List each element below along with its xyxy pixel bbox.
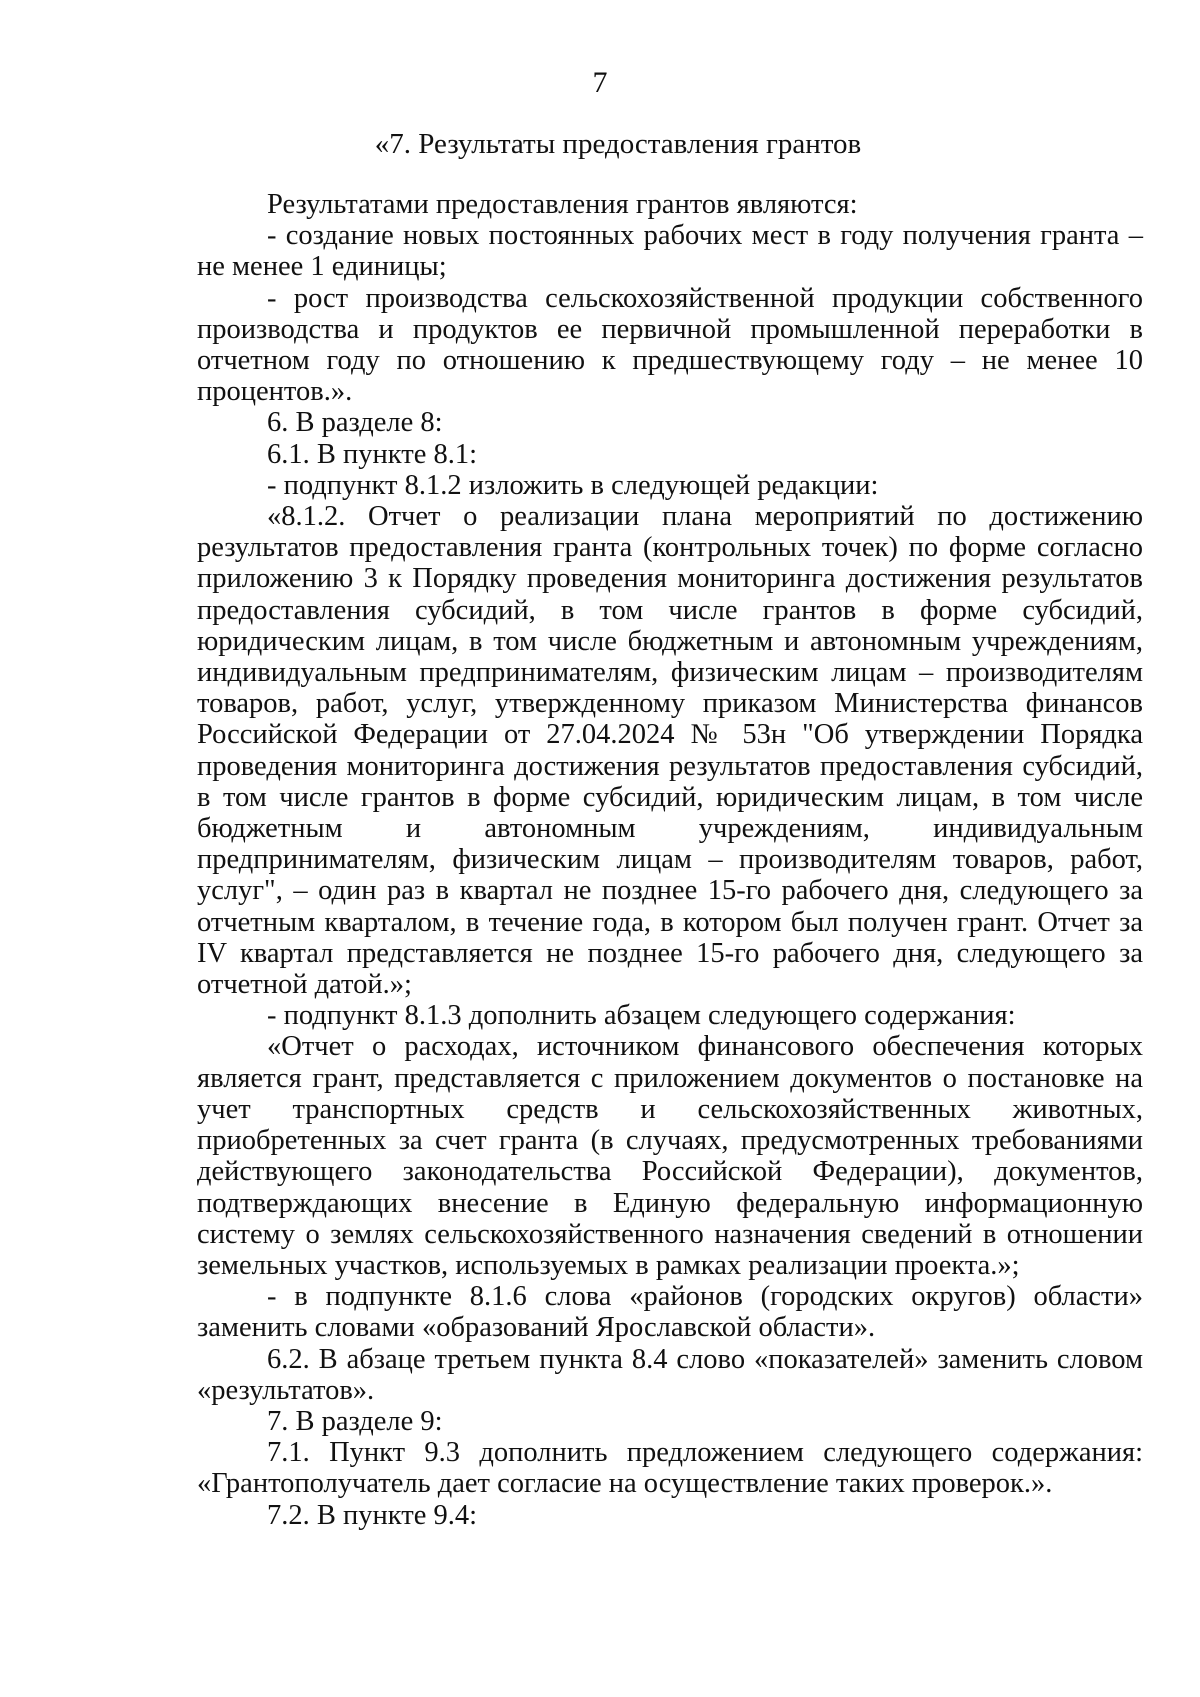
paragraph: - подпункт 8.1.2 изложить в следующей редакции:	[267, 469, 879, 501]
section-title: «7. Результаты предоставления грантов	[374, 128, 862, 160]
paragraph: «Отчет о расходах, источником финансового обеспечения которых является грант, представляется с приложением документов о постановке на учет транспортных средств и сельскохозяйственных животных, приобретенных за счет гранта (в случаях, предусмотренных требованиями действующего законодательства Российской Федерации), документов, подтверждающих внесение в Единую федеральную информационную систему о землях сельскохозяйственного назначения сведений в отношении земельных участков, используемых в рамках реализации проекта.»;	[197, 1031, 1143, 1281]
paragraph: - в подпункте 8.1.6 слова «районов (городских округов) области» заменить словами «образований Ярославской области».	[197, 1281, 1143, 1344]
page-number: 7	[592, 66, 608, 99]
paragraph: 6. В разделе 8:	[267, 407, 443, 439]
paragraph: - создание новых постоянных рабочих мест в году получения гранта – не менее 1 единицы;	[197, 220, 1143, 283]
paragraph: 6.2. В абзаце третьем пункта 8.4 слово «показателей» заменить словом «результатов».	[197, 1343, 1143, 1406]
paragraph: - рост производства сельскохозяйственной продукции собственного производства и продуктов ее первичной промышленной переработки в отчетном году по отношению к предшествующему году – не менее 10 процентов.».	[197, 282, 1143, 408]
paragraph: 7. В разделе 9:	[267, 1405, 443, 1437]
paragraph: Результатами предоставления грантов являются:	[267, 189, 858, 220]
paragraph: 7.2. В пункте 9.4:	[267, 1499, 478, 1531]
document-body	[197, 189, 1143, 1531]
paragraph: 7.1. Пункт 9.3 дополнить предложением следующего содержания: «Грантополучатель дает согласие на осуществление таких проверок.».	[197, 1437, 1143, 1500]
paragraph: 6.1. В пункте 8.1:	[267, 438, 478, 470]
paragraph: «8.1.2. Отчет о реализации плана мероприятий по достижению результатов предоставления гранта (контрольных точек) по форме согласно приложению 3 к Порядку проведения мониторинга достижения результатов предоставления субсидий, в том числе грантов в форме субсидий, юридическим лицам, в том числе бюджетным и автономным учреждениям, индивидуальным предпринимателям, физическим лицам – производителям товаров, работ, услуг, утвержденному приказом Министерства финансов Российской Федерации от 27.04.2024 № 53н "Об утверждении Порядка проведения мониторинга достижения результатов предоставления субсидий, в том числе грантов в форме субсидий, юридическим лицам, в том числе бюджетным и автономным учреждениям, индивидуальным предпринимателям, физическим лицам – производителям товаров, работ, услуг", – один раз в квартал не позднее 15-го рабочего дня, следующего за отчетным кварталом, в течение года, в котором был получен грант. Отчет за IV квартал представляется не позднее 15-го рабочего дня, следующего за отчетной датой.»;	[197, 501, 1143, 1001]
paragraph: - подпункт 8.1.3 дополнить абзацем следующего содержания:	[267, 1000, 1016, 1032]
